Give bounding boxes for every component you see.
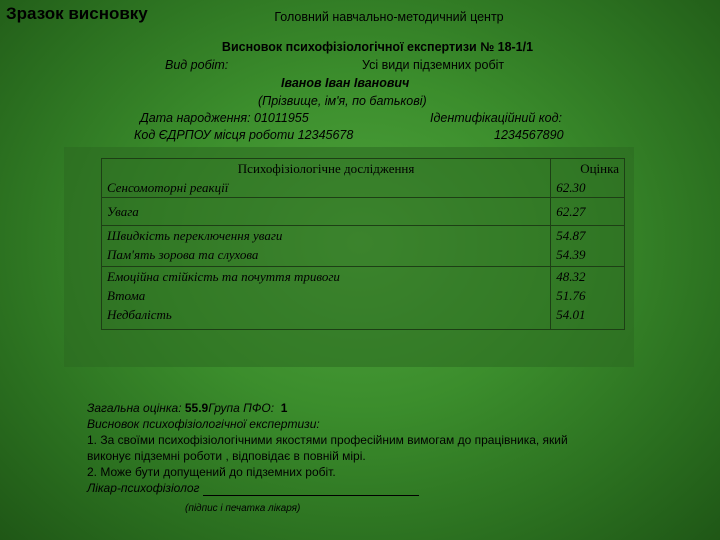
score-value: 62.30 — [556, 180, 586, 195]
conclusion-title: Висновок психофізіологічної експертизи № 18-1/1 — [221, 40, 534, 54]
point1-line1: 1. За своїми психофізіологічними якостями професійним вимогам до працівника, який — [87, 433, 568, 447]
group-value: 1 — [280, 401, 288, 415]
results-table — [101, 158, 625, 330]
param-name: Втома — [107, 288, 146, 303]
id-code-label: Ідентифікаційний код: — [430, 111, 563, 125]
score-value: 51.76 — [556, 288, 586, 303]
center-name: Головний навчально-методичний центр — [274, 10, 504, 24]
total-value: 55.9 — [184, 401, 209, 415]
score-cell — [551, 226, 625, 267]
table-row — [102, 267, 625, 330]
edrpou-code: Код ЄДРПОУ місця роботи 12345678 — [134, 128, 354, 142]
score-value: 54.87 — [556, 228, 586, 243]
param-name: Швидкість переключення уваги — [107, 228, 283, 243]
point2: 2. Може бути допущений до підземних робіт. — [87, 465, 336, 479]
id-code-value: 1234567890 — [494, 128, 564, 142]
table-row — [102, 198, 625, 226]
person-name-hint: (Прізвище, ім'я, по батькові) — [258, 94, 427, 108]
table-row — [102, 159, 625, 198]
slide-title: Зразок висновку — [6, 4, 148, 23]
work-type-value: Усі види підземних робіт — [362, 58, 505, 72]
total-row — [87, 400, 568, 416]
conclusion-label: Висновок психофізіологічної експертизи: — [87, 417, 320, 431]
col-param-header: Психофізіологічне дослідження — [237, 161, 415, 176]
param-name: Недбалість — [107, 307, 172, 322]
score-value: 54.01 — [556, 307, 586, 322]
signature-line — [203, 484, 419, 496]
summary-block — [87, 400, 568, 496]
person-name: Іванов Іван Іванович — [281, 76, 410, 90]
signer-label: Лікар-психофізіолог — [87, 481, 200, 495]
total-label: Загальна оцінка: — [87, 401, 182, 415]
work-type-label: Вид робіт: — [165, 58, 229, 72]
table-row — [102, 226, 625, 267]
param-name: Пам'ять зорова та слухова — [107, 247, 259, 262]
score-value: 48.32 — [556, 269, 586, 284]
signature-hint: (підпис і печатка лікаря) — [185, 503, 301, 514]
signer-row — [87, 480, 568, 496]
point1-line2: виконує підземні роботи , відповідає в повній мірі. — [87, 449, 366, 463]
param-cell — [102, 226, 551, 267]
score-value: 62.27 — [551, 198, 625, 226]
param-name: Увага — [102, 198, 551, 226]
birth-date: Дата народження: 01011955 — [140, 111, 309, 125]
group-label: Група ПФО: — [208, 401, 275, 415]
param-name: Сенсомоторні реакції — [107, 180, 229, 195]
param-cell — [102, 159, 551, 198]
results-table-wrap — [101, 158, 625, 330]
param-cell — [102, 267, 551, 330]
score-cell — [551, 267, 625, 330]
score-cell — [551, 159, 625, 198]
col-score-header: Оцінка — [580, 161, 619, 176]
param-name: Емоційна стійкість та почуття тривоги — [107, 269, 340, 284]
score-value: 54.39 — [556, 247, 586, 262]
